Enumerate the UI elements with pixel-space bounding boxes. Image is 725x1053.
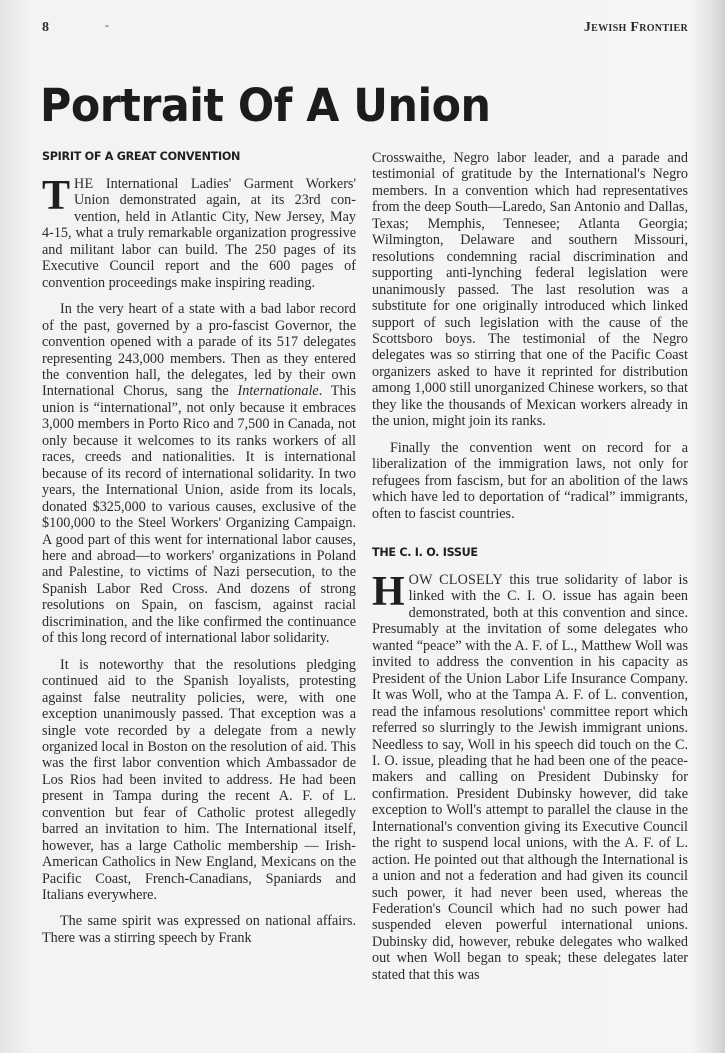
- lead-caps: HE: [74, 176, 94, 192]
- header-dash: -: [105, 18, 109, 32]
- paragraph-immigration: Finally the convention went on record for a liberalization of the immigration laws, not only for refugees from fascism, but for an abolition of the laws which have led to deportation of “radical” immigrants, often to fascist countries.: [372, 439, 688, 522]
- paragraph-text: . This union is “international”, not only because it embraces 3,000 members in Porto Rico and 7,500 in Canada, not only because it welcomes to its ranks workers of all races, creeds and nationalities. It is international because of its record of international solidarity. In two years, the International Union, aside from its locals, donated $325,000 to various causes, exclusive of the $100,000 to the Steel Workers' Organizing Campaign. A good part of this went for international labor causes, here and abroad—to workers' organizations in Poland and Palestine, to victims of Nazi persecution, to the Spanish Labor Red Cross. And dozens of strong resolutions on Spain, on fascism, against racial discrimination, and the like confirmed the continuance of this long record of international labor solidarity.: [42, 383, 357, 647]
- section-heading-cio: THE C. I. O. ISSUE: [372, 545, 478, 559]
- section-heading-spirit: SPIRIT OF A GREAT CONVENTION: [42, 150, 241, 163]
- paragraph-heart-of-state: [42, 301, 356, 647]
- page-number: 8: [42, 20, 49, 35]
- paragraph-text: International Ladies' Garment Workers' Union demonstrated again, at its 23rd convention, held in Atlantic City, New Jersey, May 4-15, what a truly remarkable organization progressive and militant labor can build. The 250 pages of its Executive Council report and the 600 pages of convention proceedings make inspiring reading.: [42, 176, 356, 291]
- paragraph-text: this true solidarity of labor is linked with the C. I. O. issue has again been demonstrated, both at this convention and since. Presumably at the invitation of some delegates who wanted “peace” with the A. F. of L., Matthew Woll was invited to address the convention in his capacity as President of the Union Labor Life Insurance Company. It was Woll, who at the Tampa A. F. of L. convention, read the infamous resolutions' committee report which referred so slurringly to the Jewish immigrant unions. Needless to say, Woll in his speech did touch on the C. I. O. issue, pleading that he had been one of the peace-makers and calling on President Dubinsky for confirmation. President Dubinsky however, did take exception to Woll's attempt to parallel the clause in the International's convention giving its Executive Council the right to suspend local unions, with the A. F. of L. action. He pointed out that although the International is a union and not a federation and had given its council such power, it had never been used, whereas the Federation's Council which had no such power had suspended eleven powerful international unions. Dubinsky did, however, rebuke delegates who walked out when Woll began to speak; these delegates later stated that this was: [372, 571, 688, 983]
- italic-internationale: Internationale: [237, 383, 319, 400]
- paragraph-same-spirit-continued: Crosswaithe, Negro labor leader, and a parade and testimonial of gratitude by the International's Negro members. In a convention which had representatives from the deep South—Laredo, San Antonio and Dallas, Texas; Memphis, Tennesee; Atlanta Georgia; Wilmington, Delaware and southern Missouri, resolutions condemning racial discrimination and supporting anti-lynching federal legislation were unanimously passed. The last resolution was a substitute for one originally introduced which linked support of such legislation with the cause of the Scottsboro boys. The testimonial of the Negro delegates was so stirring that one of the Pacific Coast organizers asked to have it reprinted for distribution among 1,000 still unorganized Chinese workers, so that they like the thousands of Mexican workers already in the union, might join its ranks.: [372, 150, 688, 430]
- paragraph-intro: [42, 173, 356, 291]
- lead-caps: OW CLOSELY: [408, 571, 503, 588]
- section-spacer: [372, 532, 688, 546]
- paragraph-cio: [372, 568, 688, 983]
- paragraph-same-spirit-start: The same spirit was expressed on national affairs. There was a stirring speech by Frank: [42, 913, 356, 946]
- journal-name: Jewish Frontier: [583, 20, 688, 35]
- paragraph-noteworthy: It is noteworthy that the resolutions pledging continued aid to the Spanish loyalists, protesting against false neutrality policies, were, with one exception unanimously passed. That exception was a single vote recorded by a delegate from a newly organized local in Boston on the resolution of aid. This was the first labor convention which Ambassador de Los Rios had been invited to address. He had been present in Tampa during the recent A. F. of L. convention but fear of Catholic protest allegedly barred an invitation to him. The International itself, however, has a large Catholic membership — Irish-American Catholics in New England, Mexicans on the Pacific Coast, French-Canadians, Spaniards and Italians everywhere.: [42, 656, 356, 904]
- drop-cap: H: [372, 568, 405, 615]
- drop-cap: T: [42, 173, 71, 219]
- running-head: [42, 18, 688, 38]
- left-column: [42, 150, 356, 956]
- article-title: Portrait Of A Union: [40, 79, 491, 132]
- paragraph-text: In the very heart of a state with a bad labor record of the past, governed by a pro-fascist Governor, the convention opened with a parade of its 517 delegates representing 243,000 members. Then as they entered the convention hall, the delegates, led by their own International Chorus, sang the: [42, 301, 356, 400]
- right-column: [372, 150, 688, 993]
